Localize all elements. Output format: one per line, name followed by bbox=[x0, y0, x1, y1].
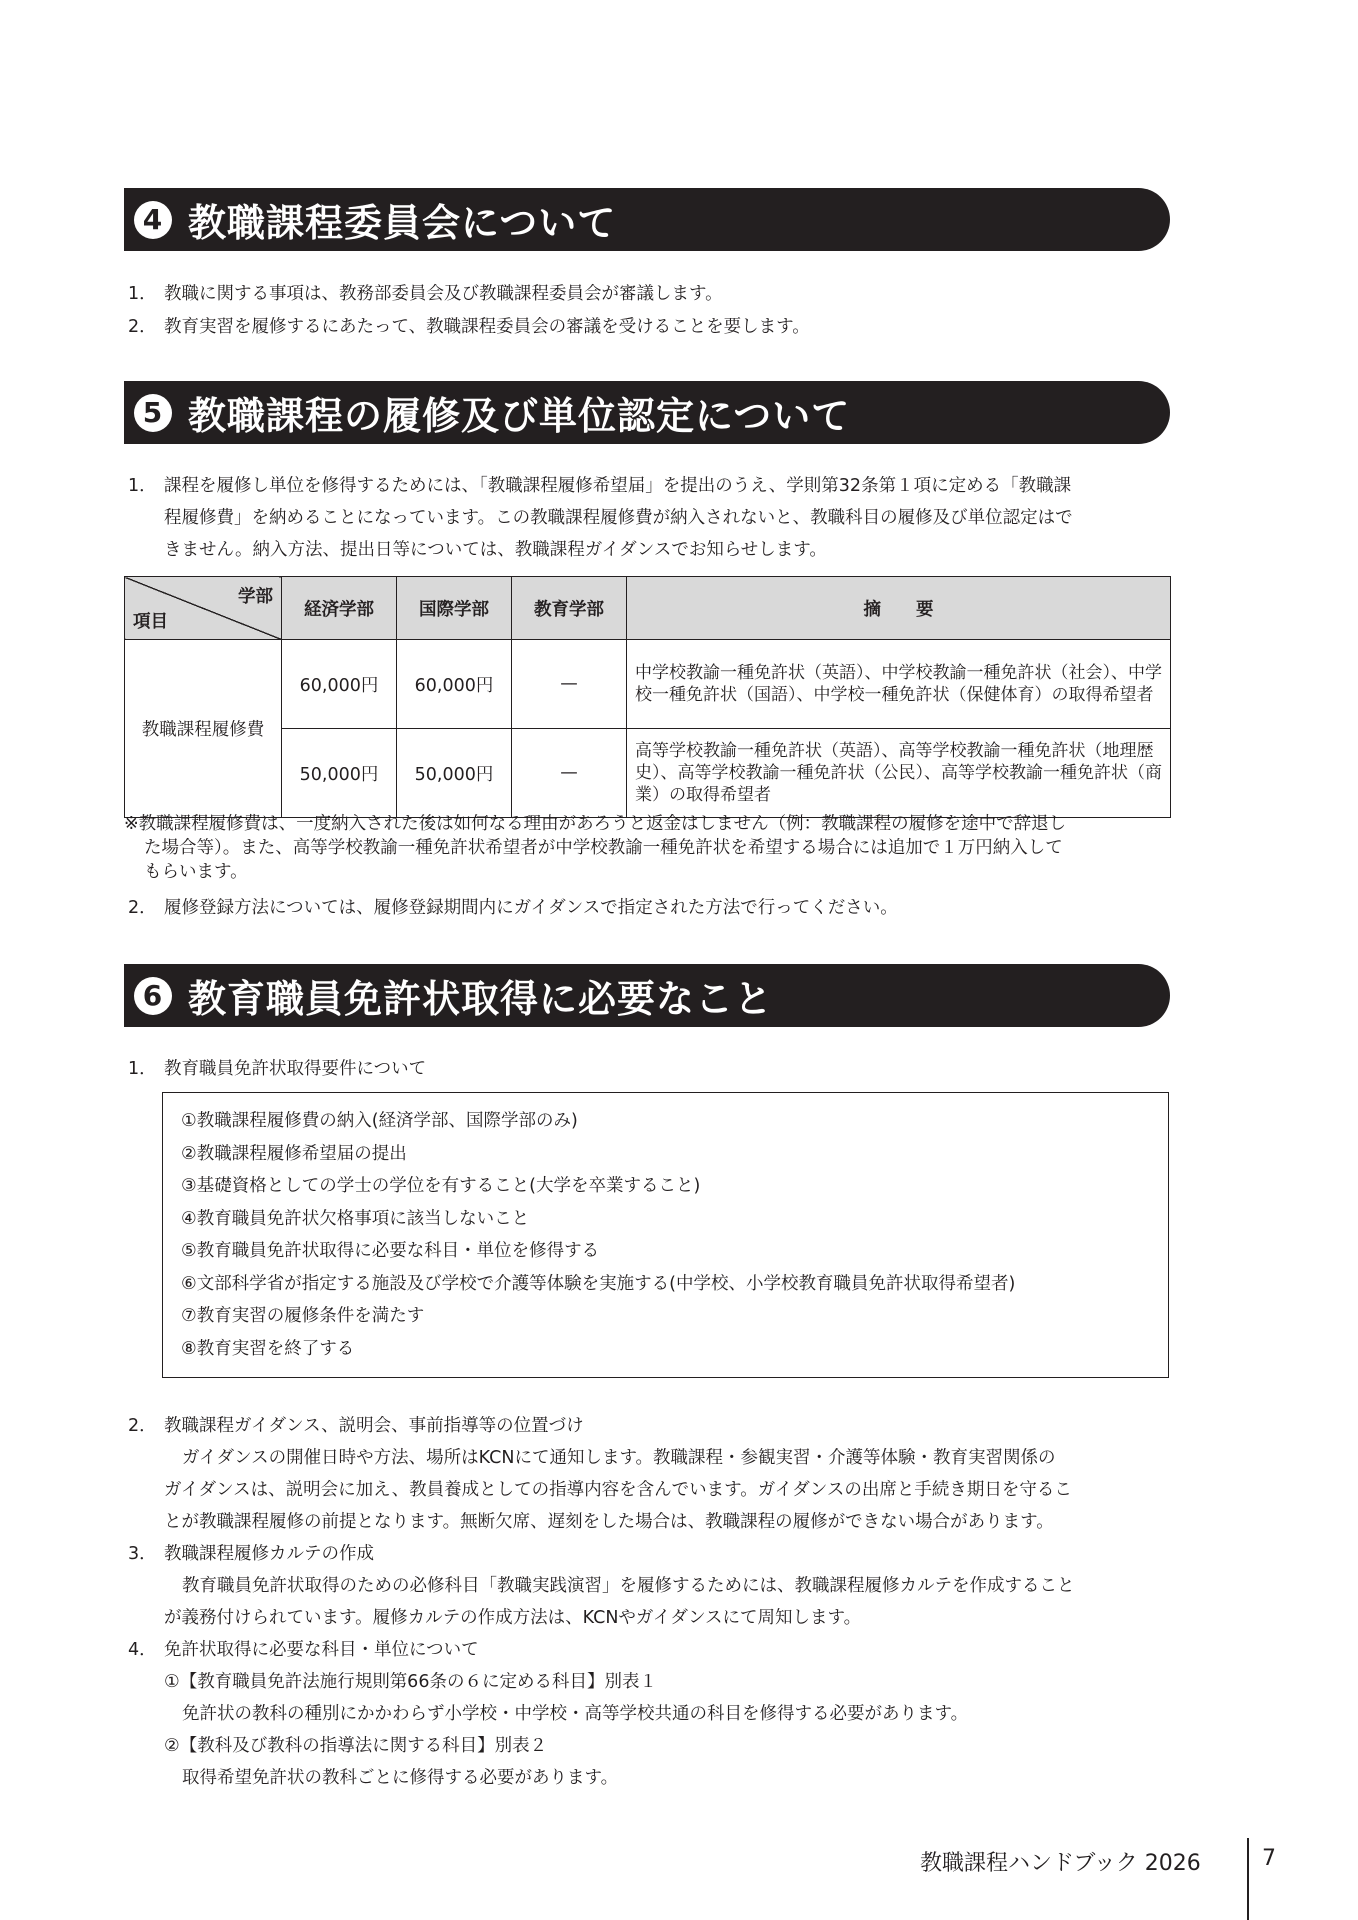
column-header: 国際学部 bbox=[397, 577, 512, 640]
requirement-item: ③基礎資格としての学士の学位を有すること(大学を卒業すること) bbox=[181, 1176, 701, 1196]
fee-note-line: た場合等）。また、高等学校教諭一種免許状希望者が中学校教諭一種免許状を希望する場合には追加で１万円納入して bbox=[144, 838, 1063, 858]
section-5-item-1: 1． 課程を履修し単位を修得するためには、「教職課程履修希望届」を提出のうえ、学則第32条第１項に定める「教職課 bbox=[128, 476, 1072, 496]
page-number: 7 bbox=[1262, 1846, 1276, 1871]
requirement-item: ⑥文部科学省が指定する施設及び学校で介護等体験を実施する(中学校、小学校教育職員免許状取得希望者) bbox=[181, 1273, 1016, 1294]
cell-econ: 50,000円 bbox=[282, 729, 397, 818]
requirement-item: ⑦教育実習の履修条件を満たす bbox=[181, 1306, 425, 1326]
paragraph-line: ガイダンスは、説明会に加え、教員養成としての指導内容を含んでいます。ガイダンスの出席と手続き期日を守るこ bbox=[164, 1480, 1072, 1500]
cell-intl: 50,000円 bbox=[397, 729, 512, 818]
section-4-item-2: 2． 教育実習を履修するにあたって、教職課程委員会の審議を受けることを要します。 bbox=[128, 317, 810, 337]
cell-note: 中学校教諭一種免許状（英語）、中学校教諭一種免許状（社会）、中学校一種免許状（国語）、中学校一種免許状（保健体育）の取得希望者 bbox=[627, 640, 1171, 729]
column-header: 経済学部 bbox=[282, 577, 397, 640]
cell-edu: — bbox=[512, 729, 627, 818]
paragraph-line: ガイダンスの開催日時や方法、場所はKCNにて通知します。教職課程・参観実習・介護等体験・教育実習関係の bbox=[182, 1448, 1056, 1468]
section-6-item-1: 1． 教育職員免許状取得要件について bbox=[128, 1059, 427, 1079]
section-5-item-1-line: 程履修費」を納めることになっています。この教職課程履修費が納入されないと、教職科目の履修及び単位認定はで bbox=[164, 508, 1073, 528]
column-header: 教育学部 bbox=[512, 577, 627, 640]
table-row bbox=[125, 729, 1171, 818]
paragraph-line: 教育職員免許状取得のための必修科目「教職実践演習」を履修するためには、教職課程履修カルテを作成すること bbox=[182, 1576, 1075, 1596]
footer-divider bbox=[1247, 1838, 1249, 1920]
subitem-text: 取得希望免許状の教科ごとに修得する必要があります。 bbox=[182, 1768, 619, 1788]
section-number-badge: 6 bbox=[134, 977, 172, 1015]
column-header: 摘 要 bbox=[627, 577, 1171, 640]
section-5-heading bbox=[124, 381, 1170, 444]
section-6-item-2-heading: 2． 教職課程ガイダンス、説明会、事前指導等の位置づけ bbox=[128, 1416, 584, 1436]
section-title: 教職課程の履修及び単位認定について bbox=[188, 394, 851, 438]
requirements-box bbox=[162, 1092, 1169, 1378]
cell-intl: 60,000円 bbox=[397, 640, 512, 729]
fee-note-line: ※教職課程履修費は、一度納入された後は如何なる理由があろうと返金はしません（例：教職課程の履修を途中で辞退し bbox=[124, 814, 1067, 834]
cell-note: 高等学校教諭一種免許状（英語）、高等学校教諭一種免許状（地理歴史）、高等学校教諭一種免許状（公民）、高等学校教諭一種免許状（商業）の取得希望者 bbox=[627, 729, 1171, 818]
section-4-heading bbox=[124, 188, 1170, 251]
subitem-title: ①【教育職員免許法施行規則第66条の６に定める科目】別表１ bbox=[164, 1672, 657, 1692]
fee-note-line: もらいます。 bbox=[144, 862, 248, 882]
subitem-text: 免許状の教科の種別にかかわらず小学校・中学校・高等学校共通の科目を修得する必要があります。 bbox=[182, 1704, 969, 1724]
section-5-item-2: 2． 履修登録方法については、履修登録期間内にガイダンスで指定された方法で行ってください。 bbox=[128, 898, 898, 918]
table-corner-header: 学部 項目 bbox=[125, 577, 282, 640]
footer-title: 教職課程ハンドブック 2026 bbox=[920, 1851, 1201, 1876]
section-number-badge: 5 bbox=[134, 394, 172, 432]
section-number-badge: 4 bbox=[134, 201, 172, 239]
section-6-heading bbox=[124, 964, 1170, 1027]
requirement-item: ⑤教育職員免許状取得に必要な科目・単位を修得する bbox=[181, 1241, 600, 1261]
requirement-item: ②教職課程履修希望届の提出 bbox=[181, 1143, 407, 1164]
requirement-item: ④教育職員免許状欠格事項に該当しないこと bbox=[181, 1208, 530, 1229]
section-5-item-1-line: きません。納入方法、提出日等については、教職課程ガイダンスでお知らせします。 bbox=[164, 540, 827, 560]
paragraph-line: とが教職課程履修の前提となります。無断欠席、遅刻をした場合は、教職課程の履修ができない場合があります。 bbox=[164, 1512, 1054, 1532]
table-row bbox=[125, 640, 1171, 729]
section-title: 教育職員免許状取得に必要なこと bbox=[188, 977, 774, 1021]
section-title: 教職課程委員会について bbox=[188, 201, 617, 245]
fee-table bbox=[124, 576, 1171, 818]
section-4-item-1: 1． 教職に関する事項は、教務部委員会及び教職課程委員会が審議します。 bbox=[128, 284, 723, 304]
paragraph-line: が義務付けられています。履修カルテの作成方法は、KCNやガイダンスにて周知します。 bbox=[164, 1608, 862, 1628]
row-label: 教職課程履修費 bbox=[125, 640, 282, 818]
section-6-item-4-heading: 4． 免許状取得に必要な科目・単位について bbox=[128, 1640, 479, 1660]
section-6-item-3-heading: 3． 教職課程履修カルテの作成 bbox=[128, 1544, 374, 1564]
requirement-item: ⑧教育実習を終了する bbox=[181, 1338, 355, 1359]
requirement-item: ①教職課程履修費の納入(経済学部、国際学部のみ) bbox=[181, 1111, 578, 1131]
cell-edu: — bbox=[512, 640, 627, 729]
cell-econ: 60,000円 bbox=[282, 640, 397, 729]
subitem-title: ②【教科及び教科の指導法に関する科目】別表２ bbox=[164, 1736, 548, 1756]
